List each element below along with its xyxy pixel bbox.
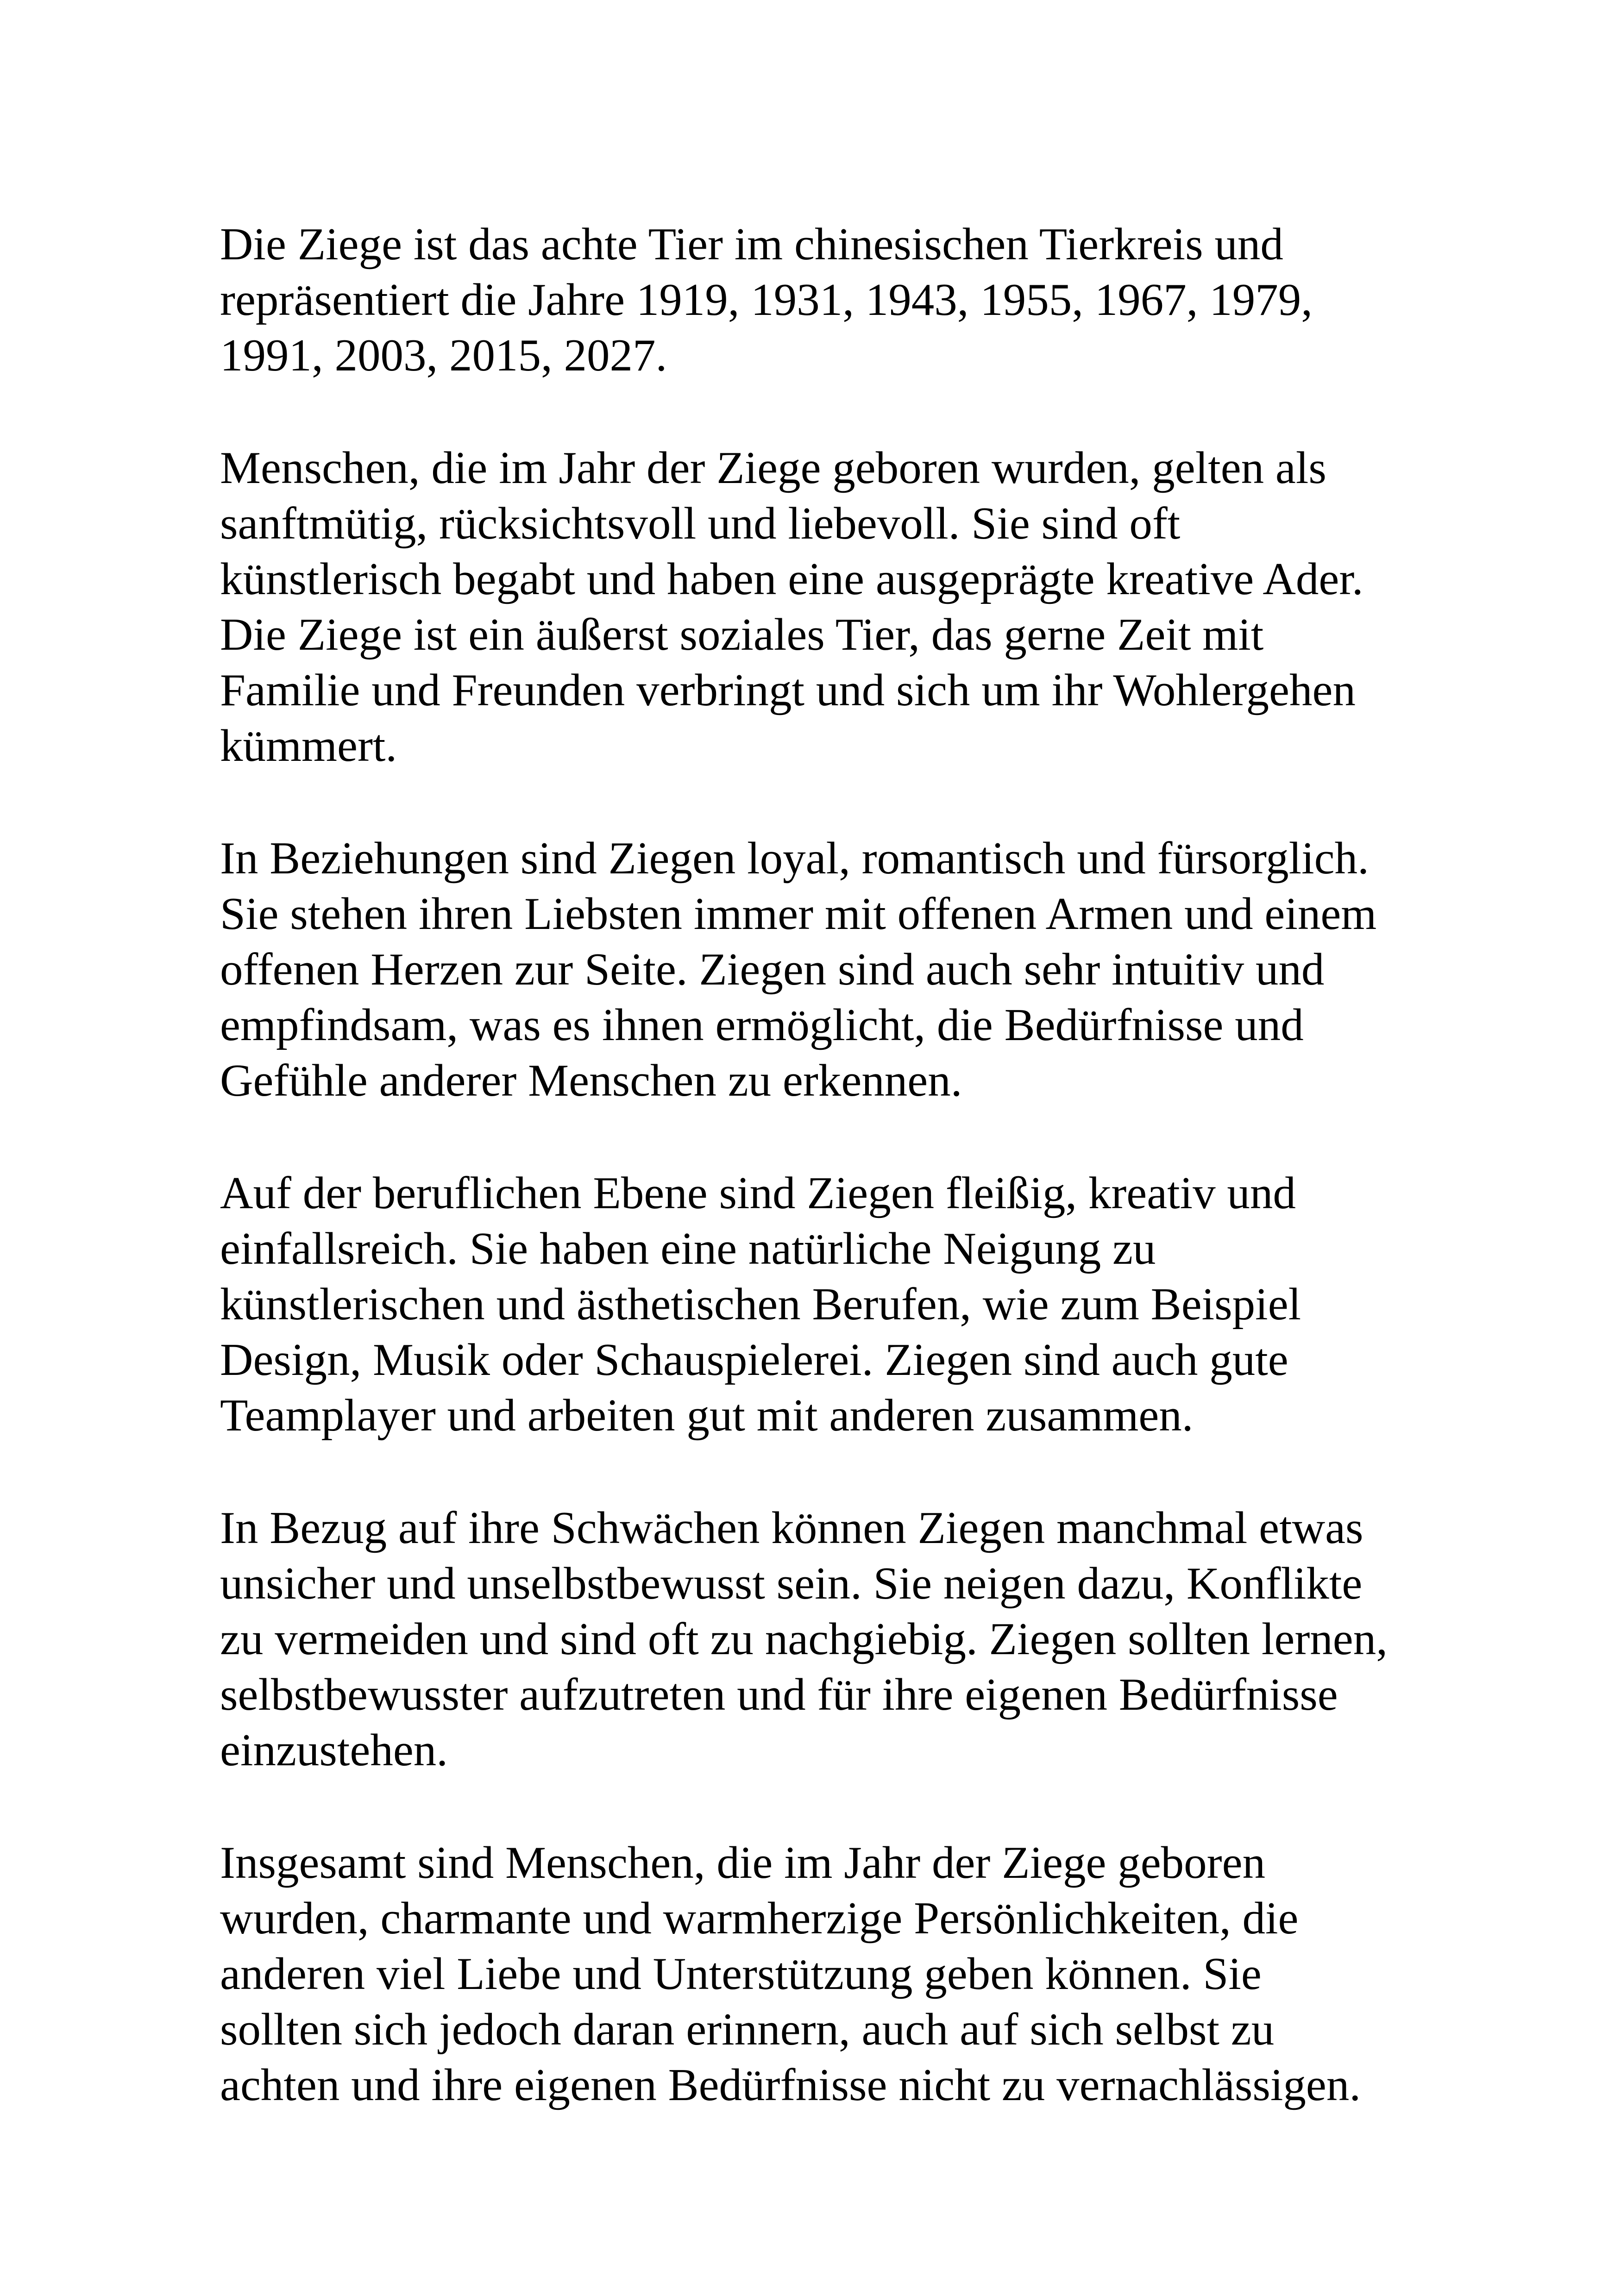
text-line: Gefühle anderer Menschen zu erkennen. <box>220 1055 962 1106</box>
text-line: Sie stehen ihren Liebsten immer mit offenen Armen und einem <box>220 889 1377 939</box>
text-line: repräsentiert die Jahre 1919, 1931, 1943, 1955, 1967, 1979, <box>220 275 1313 325</box>
text-line: Menschen, die im Jahr der Ziege geboren wurden, gelten als <box>220 443 1326 493</box>
text-line: Insgesamt sind Menschen, die im Jahr der Ziege geboren <box>220 1838 1266 1888</box>
text-line: Die Ziege ist ein äußerst soziales Tier, das gerne Zeit mit <box>220 609 1264 660</box>
text-line: achten und ihre eigenen Bedürfnisse nicht zu vernachlässigen. <box>220 2060 1361 2110</box>
document-body <box>220 217 1447 2170</box>
text-line: einzustehen. <box>220 1725 448 1775</box>
text-line: In Beziehungen sind Ziegen loyal, romantisch und fürsorglich. <box>220 833 1369 884</box>
text-line: kümmert. <box>220 721 397 771</box>
text-line: Familie und Freunden verbringt und sich um ihr Wohlergehen <box>220 665 1356 715</box>
paragraph-personality <box>220 440 1447 774</box>
text-line: anderen viel Liebe und Unterstützung geben können. Sie <box>220 1949 1262 1999</box>
text-line: Auf der beruflichen Ebene sind Ziegen fleißig, kreativ und <box>220 1168 1296 1218</box>
paragraph-weaknesses <box>220 1500 1447 1778</box>
text-line: Design, Musik oder Schauspielerei. Ziegen sind auch gute <box>220 1335 1288 1385</box>
text-line: wurden, charmante und warmherzige Persönlichkeiten, die <box>220 1893 1299 1944</box>
paragraph-conclusion <box>220 1835 1447 2113</box>
text-line: Die Ziege ist das achte Tier im chinesischen Tierkreis und <box>220 219 1283 270</box>
text-line: zu vermeiden und sind oft zu nachgiebig. Ziegen sollten lernen, <box>220 1614 1388 1664</box>
text-line: 1991, 2003, 2015, 2027. <box>220 330 667 381</box>
text-line: empfindsam, was es ihnen ermöglicht, die Bedürfnisse und <box>220 1000 1304 1050</box>
paragraph-intro-years <box>220 217 1447 383</box>
text-line: offenen Herzen zur Seite. Ziegen sind auch sehr intuitiv und <box>220 944 1325 995</box>
text-line: Teamplayer und arbeiten gut mit anderen zusammen. <box>220 1390 1194 1441</box>
text-line: In Bezug auf ihre Schwächen können Ziegen manchmal etwas <box>220 1503 1363 1553</box>
paragraph-relationships <box>220 831 1447 1109</box>
text-line: sollten sich jedoch daran erinnern, auch auf sich selbst zu <box>220 2004 1275 2055</box>
text-line: sanftmütig, rücksichtsvoll und liebevoll. Sie sind oft <box>220 498 1181 549</box>
text-line: künstlerischen und ästhetischen Berufen, wie zum Beispiel <box>220 1279 1301 1330</box>
text-line: künstlerisch begabt und haben eine ausgeprägte kreative Ader. <box>220 554 1363 604</box>
text-line: unsicher und unselbstbewusst sein. Sie neigen dazu, Konflikte <box>220 1558 1363 1609</box>
text-line: selbstbewusster aufzutreten und für ihre eigenen Bedürfnisse <box>220 1669 1338 1720</box>
paragraph-career <box>220 1166 1447 1443</box>
text-line: einfallsreich. Sie haben eine natürliche Neigung zu <box>220 1223 1156 1274</box>
